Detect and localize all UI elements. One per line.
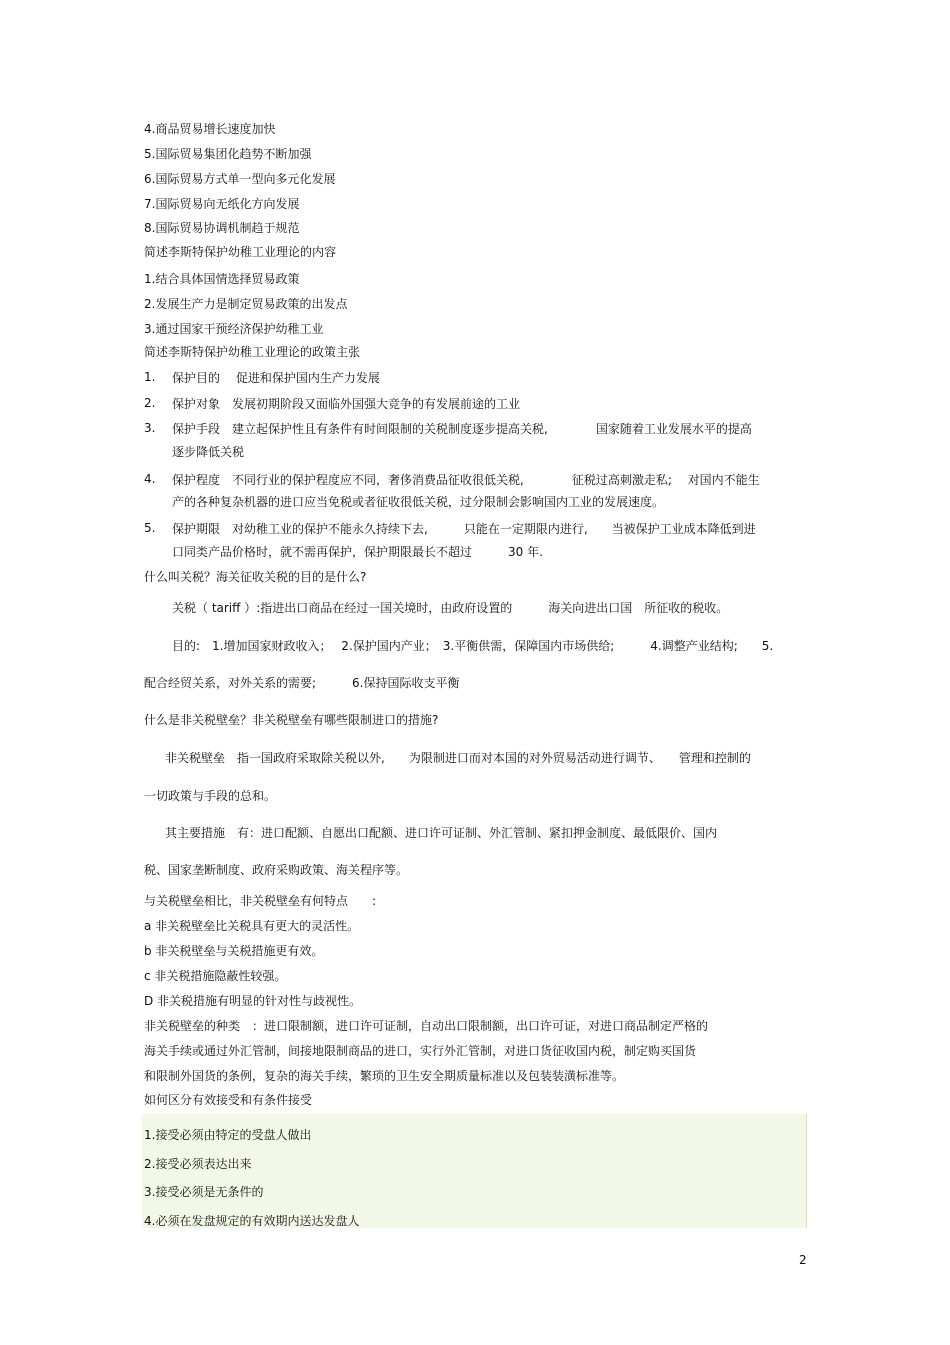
text-line: 2.发展生产力是制定贸易政策的出发点 bbox=[144, 297, 348, 311]
section-heading: 什么叫关税？海关征收关税的目的是什么? bbox=[144, 570, 367, 584]
paragraph: 其主要措施 有：进口配额、自愿出口配额、进口许可证制、外汇管制、紧扣押金制度、最低限价、国内 bbox=[165, 826, 718, 840]
list-item-continuation: 产的各种复杂机器的进口应当免税或者征收很低关税，过分限制会影响国内工业的发展速度。 bbox=[172, 495, 665, 509]
list-number: 2. bbox=[144, 396, 156, 410]
paragraph: 目的: 1.增加国家财政收入； 2.保护国内产业； 3.平衡供需，保障国内市场供给; 4.调整产业结构; 5. bbox=[172, 639, 774, 653]
section-heading: 简述李斯特保护幼稚工业理论的内容 bbox=[144, 245, 337, 259]
list-item: 保护对象 发展初期阶段又面临外国强大竞争的有发展前途的工业 bbox=[172, 397, 521, 411]
text-line: 6.国际贸易方式单一型向多元化发展 bbox=[144, 172, 336, 186]
text-line: 8.国际贸易协调机制趋于规范 bbox=[144, 221, 300, 235]
list-item-continuation: 口同类产品价格时，就不需再保护，保护期限最长不超过 30 年. bbox=[172, 545, 543, 559]
text-line: 和限制外国货的条例，复杂的海关手续，繁琐的卫生安全期质量标准以及包装装潢标准等。 bbox=[144, 1069, 625, 1083]
text-line: a 非关税壁垒比关税具有更大的灵活性。 bbox=[144, 919, 360, 933]
text-line: D 非关税措施有明显的针对性与歧视性。 bbox=[144, 994, 362, 1008]
text-line: 1.结合具体国情选择贸易政策 bbox=[144, 272, 300, 286]
section-heading: 什么是非关税壁垒？非关税壁垒有哪些限制进口的措施? bbox=[144, 713, 439, 727]
page-number: 2 bbox=[799, 1253, 807, 1267]
acceptance-item: 1.接受必须由特定的受盘人做出 bbox=[144, 1128, 312, 1142]
text-line: 海关手续或通过外汇管制，间接地限制商品的进口，实行外汇管制，对进口货征收国内税，制定购买国货 bbox=[144, 1044, 697, 1058]
list-item: 保护目的 促进和保护国内生产力发展 bbox=[172, 371, 380, 385]
text-line: 4.商品贸易增长速度加快 bbox=[144, 122, 276, 136]
paragraph: 非关税壁垒 指一国政府采取除关税以外, 为限制进口而对本国的对外贸易活动进行调节、 管理和控制的 bbox=[165, 751, 751, 765]
list-number: 4. bbox=[144, 472, 156, 486]
acceptance-item: 4.必须在发盘规定的有效期内送达发盘人 bbox=[144, 1214, 360, 1228]
text-line: 非关税壁垒的种类 ：进口限制额，进口许可证制，自动出口限制额，出口许可证，对进口商品制定严格的 bbox=[144, 1019, 709, 1033]
paragraph-continuation: 一切政策与手段的总和。 bbox=[144, 789, 277, 803]
list-number: 3. bbox=[144, 421, 156, 435]
paragraph-continuation: 配合经贸关系，对外关系的需要; 6.保持国际收支平衡 bbox=[144, 676, 460, 690]
list-item: 保护期限 对幼稚工业的保护不能永久持续下去, 只能在一定期限内进行, 当被保护工业成本降低到进 bbox=[172, 522, 756, 536]
list-item: 保护手段 建立起保护性且有条件有时间限制的关税制度逐步提高关税, 国家随着工业发展水平的提高 bbox=[172, 422, 752, 436]
text-line: 7.国际贸易向无纸化方向发展 bbox=[144, 197, 300, 211]
section-heading: 简述李斯特保护幼稚工业理论的政策主张 bbox=[144, 345, 361, 359]
section-heading: 如何区分有效接受和有条件接受 bbox=[144, 1093, 313, 1107]
list-number: 1. bbox=[144, 370, 156, 384]
text-line: c 非关税措施隐蔽性较强。 bbox=[144, 969, 287, 983]
acceptance-item: 3.接受必须是无条件的 bbox=[144, 1185, 264, 1199]
section-heading: 与关税壁垒相比，非关税壁垒有何特点 : bbox=[144, 894, 377, 908]
list-item: 保护程度 不同行业的保护程度应不同，奢侈消费品征收很低关税, 征税过高刺激走私; 对国内不能生 bbox=[172, 473, 760, 487]
list-number: 5. bbox=[144, 521, 156, 535]
paragraph-continuation: 税、国家垄断制度、政府采购政策、海关程序等。 bbox=[144, 863, 409, 877]
text-line: b 非关税壁垒与关税措施更有效。 bbox=[144, 944, 324, 958]
text-line: 3.通过国家干预经济保护幼稚工业 bbox=[144, 322, 324, 336]
list-item-continuation: 逐步降低关税 bbox=[172, 445, 245, 459]
text-line: 5.国际贸易集团化趋势不断加强 bbox=[144, 147, 312, 161]
paragraph: 关税（ tariff ）:指进出口商品在经过一国关境时，由政府设置的 海关向进出口国 所征收的税收。 bbox=[172, 601, 729, 615]
acceptance-item: 2.接受必须表达出来 bbox=[144, 1157, 252, 1171]
